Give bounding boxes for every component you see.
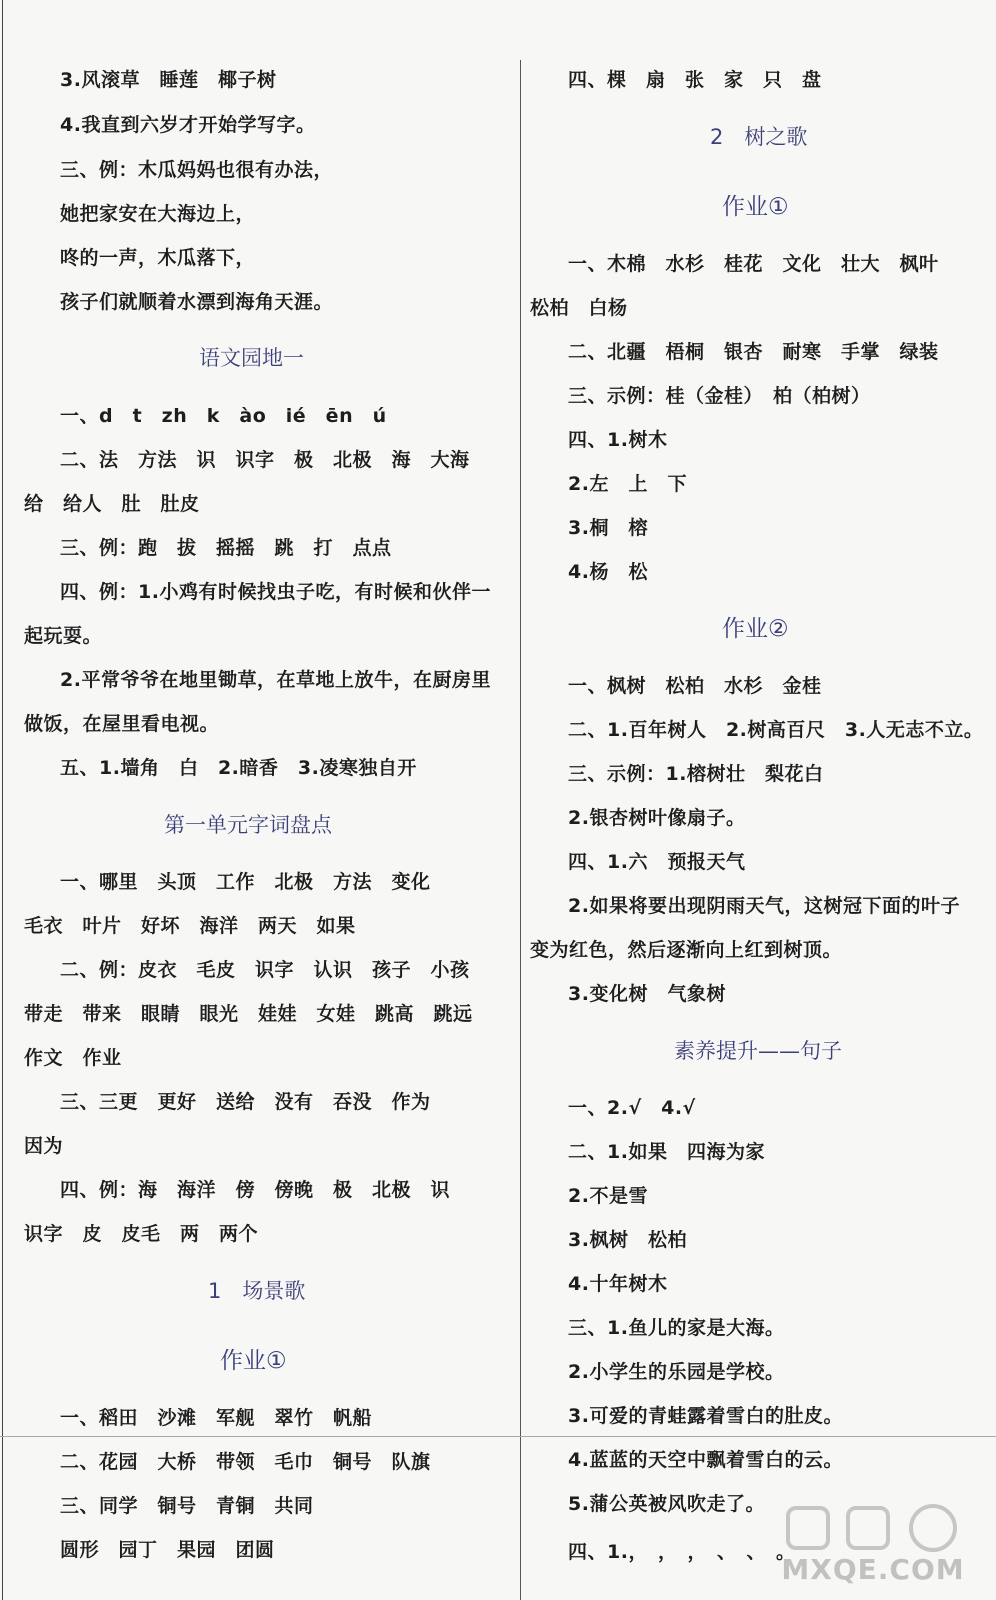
answer-line: 三、例：木瓜妈妈也很有办法，: [60, 159, 334, 181]
answer-line: 4.杨 松: [568, 561, 648, 583]
answer-line: 咚的一声，木瓜落下，: [60, 247, 256, 269]
answer-line: 五、1.墙角 白 2.暗香 3.凌寒独自开: [60, 757, 417, 779]
page-edge-line: [2, 0, 3, 1600]
right-column: [530, 0, 990, 1600]
column-divider: [520, 60, 521, 1600]
answer-line: 四、1.六 预报天气: [568, 851, 746, 873]
section-heading: 语文园地一: [199, 346, 304, 370]
answer-line: 变为红色，然后逐渐向上红到树顶。: [530, 939, 843, 961]
answer-line: 2.银杏树叶像扇子。: [568, 807, 746, 829]
answer-line: 一、枫树 松柏 水杉 金桂: [568, 675, 822, 697]
left-column: [24, 0, 502, 1600]
answer-line: 她把家安在大海边上，: [60, 203, 256, 225]
answer-line: 毛衣 叶片 好坏 海洋 两天 如果: [24, 915, 356, 937]
answer-line: 3.风滚草 睡莲 椰子树: [60, 69, 277, 91]
answer-line: 2.左 上 下: [568, 473, 687, 495]
answer-line: 2.不是雪: [568, 1185, 648, 1207]
answer-line: 2.小学生的乐园是学校。: [568, 1361, 785, 1383]
answer-line: 3.枫树 松柏: [568, 1229, 687, 1251]
answer-line: 一、稻田 沙滩 军舰 翠竹 帆船: [60, 1407, 373, 1429]
answer-line: 孩子们就顺着水漂到海角天涯。: [60, 291, 334, 313]
answer-line: 3.变化树 气象树: [568, 983, 726, 1005]
answer-line: 带走 带来 眼睛 眼光 娃娃 女娃 跳高 跳远: [24, 1003, 473, 1025]
answer-line: 作文 作业: [24, 1047, 122, 1069]
answer-line: 给 给人 肚 肚皮: [24, 493, 200, 515]
lesson-heading: 1 场景歌: [208, 1279, 306, 1303]
answer-line: 三、1.鱼儿的家是大海。: [568, 1317, 785, 1339]
answer-line: 圆形 园丁 果园 团圆: [60, 1539, 275, 1561]
lesson-heading: 2 树之歌: [710, 125, 808, 149]
answer-line: 松柏 白杨: [530, 297, 628, 319]
answer-line: 因为: [24, 1135, 64, 1157]
homework-heading: 作业①: [722, 194, 789, 220]
answer-line: 四、1.， ， ， 、 、 。: [568, 1541, 796, 1563]
answer-line: 二、花园 大桥 带领 毛巾 铜号 队旗: [60, 1451, 431, 1473]
answer-line: 4.我直到六岁才开始学写字。: [60, 114, 316, 136]
answer-line: 一、哪里 头顶 工作 北极 方法 变化: [60, 871, 431, 893]
answer-line: 三、同学 铜号 青铜 共同: [60, 1495, 314, 1517]
answer-line: 三、示例：桂（金桂） 柏（柏树）: [568, 385, 871, 407]
answer-line: 一、d t zh k ào ié ēn ú: [60, 405, 387, 427]
answer-line: 四、棵 扇 张 家 只 盘: [568, 69, 822, 91]
section-heading: 第一单元字词盘点: [164, 813, 332, 837]
answer-line: 三、示例：1.榕树壮 梨花白: [568, 763, 824, 785]
watermark-text: MXQE.COM: [781, 1553, 965, 1586]
answer-line: 三、三更 更好 送给 没有 吞没 作为: [60, 1091, 431, 1113]
answer-line: 2.平常爷爷在地里锄草，在草地上放牛，在厨房里: [60, 669, 491, 691]
homework-heading: 作业①: [220, 1348, 287, 1374]
homework-heading: 作业②: [722, 616, 789, 642]
answer-line: 四、1.树木: [568, 429, 668, 451]
answer-line: 3.可爱的青蛙露着雪白的肚皮。: [568, 1405, 843, 1427]
answer-line: 2.如果将要出现阴雨天气，这树冠下面的叶子: [568, 895, 960, 917]
answer-line: 4.十年树木: [568, 1273, 668, 1295]
answer-line: 做饭，在屋里看电视。: [24, 713, 220, 735]
answer-line: 二、1.百年树人 2.树高百尺 3.人无志不立。: [568, 719, 984, 741]
answer-line: 二、法 方法 识 识字 极 北极 海 大海: [60, 449, 470, 471]
section-heading: 素养提升——句子: [674, 1039, 842, 1063]
answer-line: 三、例：跑 拔 摇摇 跳 打 点点: [60, 537, 392, 559]
answer-line: 二、北疆 梧桐 银杏 耐寒 手掌 绿装: [568, 341, 939, 363]
answer-line: 二、1.如果 四海为家: [568, 1141, 765, 1163]
answer-line: 起玩耍。: [24, 625, 103, 647]
answer-line: 4.蓝蓝的天空中飘着雪白的云。: [568, 1449, 843, 1471]
answer-line: 四、例：海 海洋 傍 傍晚 极 北极 识: [60, 1179, 451, 1201]
answer-line: 四、例：1.小鸡有时候找虫子吃，有时候和伙伴一: [60, 581, 491, 603]
answer-line: 3.桐 榕: [568, 517, 648, 539]
answer-line: 5.蒲公英被风吹走了。: [568, 1493, 765, 1515]
answer-line: 一、木棉 水杉 桂花 文化 壮大 枫叶: [568, 253, 939, 275]
answer-line: 一、2.√ 4.√: [568, 1097, 696, 1119]
watermark-logo: [758, 1502, 988, 1592]
answer-line: 识字 皮 皮毛 两 两个: [24, 1223, 259, 1245]
answer-line: 二、例：皮衣 毛皮 识字 认识 孩子 小孩: [60, 959, 470, 981]
